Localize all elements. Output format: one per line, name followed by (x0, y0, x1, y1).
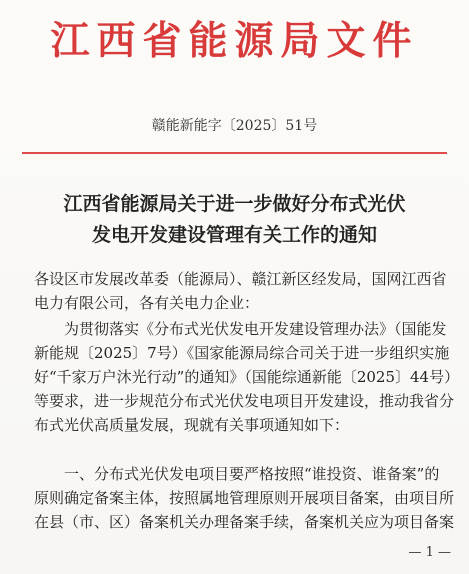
paragraph-line: 等要求，进一步规范分布式光伏发电项目开发建设，推动我省分 (34, 392, 455, 410)
paragraph-line: 一、分布式光伏发电项目要严格按照“谁投资、谁备案”的 (64, 465, 440, 483)
recipients (34, 267, 447, 315)
notice-title-line: 江西省能源局关于进一步做好分布式光伏 (63, 193, 406, 215)
paragraph-2 (34, 462, 455, 534)
paragraph-line: 布式光伏高质量发展，现就有关事项通知如下： (34, 416, 350, 434)
paragraph-line: 为贯彻落实《分布式光伏发电开发建设管理办法》（国能发 (64, 320, 447, 338)
paragraph-1 (34, 317, 460, 437)
paragraph-line: 原则确定备案主体，按照属地管理原则开展项目备案，由项目所 (34, 489, 455, 507)
paragraph-line: 新能规〔2025〕7号）《国家能源局综合司关于进一步组织实施 (34, 344, 450, 362)
notice-title-line: 发电开发建设管理有关工作的通知 (91, 224, 377, 246)
recipients-line: 各设区市发展改革委（能源局）、赣江新区经发局，国网江西省 (34, 270, 447, 288)
recipients-line: 电力有限公司，各有关电力企业： (34, 294, 260, 312)
red-divider (22, 152, 447, 154)
page-number: — 1 — (408, 545, 451, 560)
header-title: 江西省能源局文件 (50, 18, 419, 64)
notice-title (0, 189, 469, 251)
paragraph-line: 好“千家万户沐光行动”的通知》（国能综通新能〔2025〕44号） (34, 368, 460, 386)
paragraph-line: 在县（市、区）备案机关办理备案手续，备案机关应为项目备案 (34, 513, 455, 531)
document-number: 赣能新能字〔2025〕51号 (151, 118, 318, 134)
